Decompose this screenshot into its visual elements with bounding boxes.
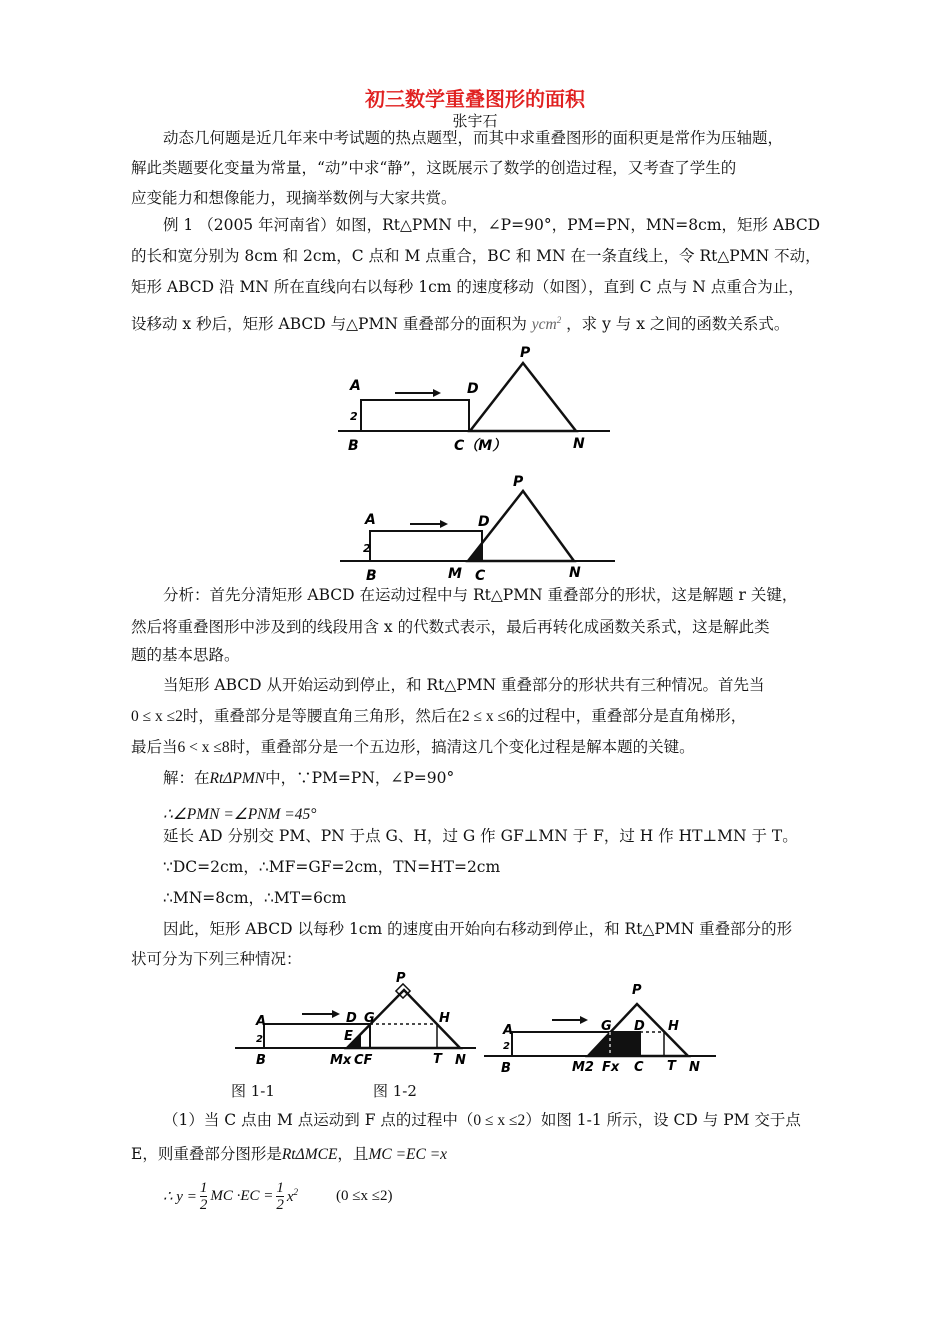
area-var: ycm: [531, 316, 557, 334]
label-width: 2: [256, 1034, 263, 1045]
analysis-line: 然后将重叠图形中涉及到的线段用含 x 的代数式表示，最后再转化成函数关系式，这是解此类: [131, 618, 770, 636]
range-3: 6 < x ≤8: [177, 739, 230, 756]
solution-text: 中，∵PM=PN，∠P=90°: [265, 769, 455, 787]
formula-mid: MC ·EC =: [210, 1188, 274, 1204]
equal-sides: MC =EC =x: [368, 1146, 448, 1163]
area-formula: [163, 1180, 393, 1213]
formula-x: [287, 1187, 298, 1206]
caption-1-1: 图 1-1: [231, 1082, 275, 1100]
label-N: N: [569, 565, 581, 581]
formula-lhs: ∴ y =: [163, 1189, 197, 1205]
figure-1-1: [232, 972, 480, 1072]
label-N: N: [689, 1060, 700, 1075]
area-unit: [532, 316, 561, 333]
author: 张宇石: [452, 112, 498, 130]
label-T: T: [433, 1052, 442, 1067]
range-2: 2 ≤ x ≤6: [461, 708, 514, 725]
numerator: 1: [276, 1180, 284, 1196]
label-CM: C（M）: [454, 438, 507, 454]
triangle-name: RtΔPMN: [209, 770, 266, 787]
label-M: M2: [572, 1060, 594, 1075]
case1-text: （1）当 C 点由 M 点运动到 F 点的过程中（: [163, 1111, 474, 1129]
case1-text: ，且: [337, 1145, 369, 1163]
case1-text: E，则重叠部分图形是: [131, 1145, 282, 1163]
label-width: 2: [363, 542, 371, 555]
page-title: 初三数学重叠图形的面积: [365, 87, 585, 111]
label-D: D: [467, 381, 479, 397]
cases-line: 当矩形 ABCD 从开始运动到停止，和 Rt△PMN 重叠部分的形状共有三种情况。首先当: [163, 676, 765, 694]
range-1: 0 ≤ x ≤2: [131, 708, 183, 725]
case1-text: ）如图 1-1 所示，设 CD 与 PM 交于点: [525, 1111, 801, 1129]
cases-text: 最后当: [131, 738, 178, 756]
label-width: 2: [350, 410, 358, 423]
formula-range: (0 ≤x ≤2): [336, 1188, 393, 1204]
solution-line: [163, 768, 454, 789]
cases-text: 时，重叠部分是一个五边形，搞清这几个变化过程是解本题的关键。: [229, 738, 695, 756]
label-T: T: [667, 1059, 676, 1074]
solution-line: 状可分为下列三种情况：: [131, 950, 302, 968]
label-B: B: [501, 1061, 511, 1076]
fraction-half: [276, 1180, 284, 1213]
label-P: P: [513, 474, 524, 490]
label-H: H: [439, 1011, 450, 1026]
label-width: 2: [503, 1041, 510, 1052]
label-E: E: [344, 1029, 353, 1044]
exponent: 2: [293, 1187, 299, 1197]
denominator: 2: [276, 1197, 284, 1213]
example-text: 设移动 x 秒后，矩形 ABCD 与△PMN 重叠部分的面积为: [131, 315, 527, 334]
example-text: ，求 y 与 x 之间的函数关系式。: [566, 315, 790, 334]
label-D: D: [346, 1011, 357, 1026]
solution-angles: ∴∠PMN =∠PNM =45°: [163, 806, 317, 823]
denominator: 2: [199, 1197, 208, 1213]
caption-1-2: 图 1-2: [373, 1082, 417, 1100]
figure-moving: [330, 470, 620, 585]
numerator: 1: [199, 1180, 208, 1196]
label-B: B: [256, 1053, 266, 1068]
label-F: Fx: [602, 1060, 620, 1075]
label-A: A: [503, 1023, 514, 1038]
analysis-line: 题的基本思路。: [131, 646, 240, 664]
figure-1-2: [484, 980, 720, 1078]
label-P: P: [520, 345, 531, 361]
label-P: P: [632, 983, 642, 998]
solution-line: ∴MN=8cm，∴MT=6cm: [163, 889, 347, 907]
solution-text: 解：在: [163, 769, 210, 787]
label-CF: CF: [354, 1053, 373, 1068]
example-line: 例 1 （2005 年河南省）如图，Rt△PMN 中，∠P=90°，PM=PN，MN=8cm，矩形 ABCD: [163, 216, 821, 234]
area-exp: 2: [556, 315, 562, 325]
x-var: x: [286, 1189, 294, 1205]
label-A: A: [365, 512, 376, 528]
case1-line: [131, 1144, 447, 1165]
example-line: 矩形 ABCD 沿 MN 所在直线向右以每秒 1cm 的速度移动（如图），直到 C 点与 N 点重合为止，: [131, 278, 804, 296]
intro-line: 应变能力和想像能力，现摘举数例与大家共赏。: [131, 189, 457, 207]
solution-line: 延长 AD 分别交 PM、PN 于点 G、H，过 G 作 GF⊥MN 于 F，过 H 作 HT⊥MN 于 T。: [163, 827, 798, 845]
triangle-mce: RtΔMCE: [281, 1146, 338, 1163]
cases-text: 时，重叠部分是等腰直角三角形，然后在: [182, 707, 462, 725]
case1-line: [163, 1110, 801, 1131]
label-C: C: [475, 568, 486, 584]
example-line: [131, 310, 789, 335]
label-N: N: [573, 436, 585, 452]
intro-line: 动态几何题是近几年来中考试题的热点题型，而其中求重叠图形的面积更是常作为压轴题，: [163, 129, 784, 147]
label-M: Mx: [330, 1053, 352, 1068]
range-case1: 0 ≤ x ≤2: [473, 1112, 526, 1129]
fraction-half: [200, 1180, 208, 1213]
label-G: G: [364, 1011, 375, 1026]
cases-line: [131, 706, 746, 727]
solution-line: 因此，矩形 ABCD 以每秒 1cm 的速度由开始向右移动到停止，和 Rt△PMN 重叠部分的形: [163, 920, 793, 938]
figure-initial: [330, 340, 620, 460]
label-A: A: [350, 378, 361, 394]
label-B: B: [366, 568, 377, 584]
label-G: G: [601, 1019, 612, 1034]
example-line: 的长和宽分别为 8cm 和 2cm，C 点和 M 点重合，BC 和 MN 在一条直线上，令 Rt△PMN 不动，: [131, 247, 821, 265]
intro-line: 解此类题要化变量为常量，“动”中求“静”，这既展示了数学的创造过程，又考查了学生的: [131, 159, 737, 177]
label-M: M: [448, 566, 462, 582]
label-C: C: [634, 1060, 644, 1075]
label-A: A: [256, 1014, 267, 1029]
label-D: D: [478, 514, 490, 530]
label-B: B: [348, 438, 359, 454]
cases-text: 的过程中，重叠部分是直角梯形，: [513, 707, 747, 725]
label-D: D: [634, 1019, 645, 1034]
analysis-line: 分析：首先分清矩形 ABCD 在运动过程中与 Rt△PMN 重叠部分的形状，这是解题 r 关键，: [163, 586, 798, 604]
label-N: N: [455, 1053, 466, 1068]
label-P: P: [396, 972, 406, 986]
label-H: H: [668, 1019, 679, 1034]
solution-line: ∵DC=2cm，∴MF=GF=2cm，TN=HT=2cm: [163, 858, 501, 876]
cases-line: [131, 737, 695, 758]
